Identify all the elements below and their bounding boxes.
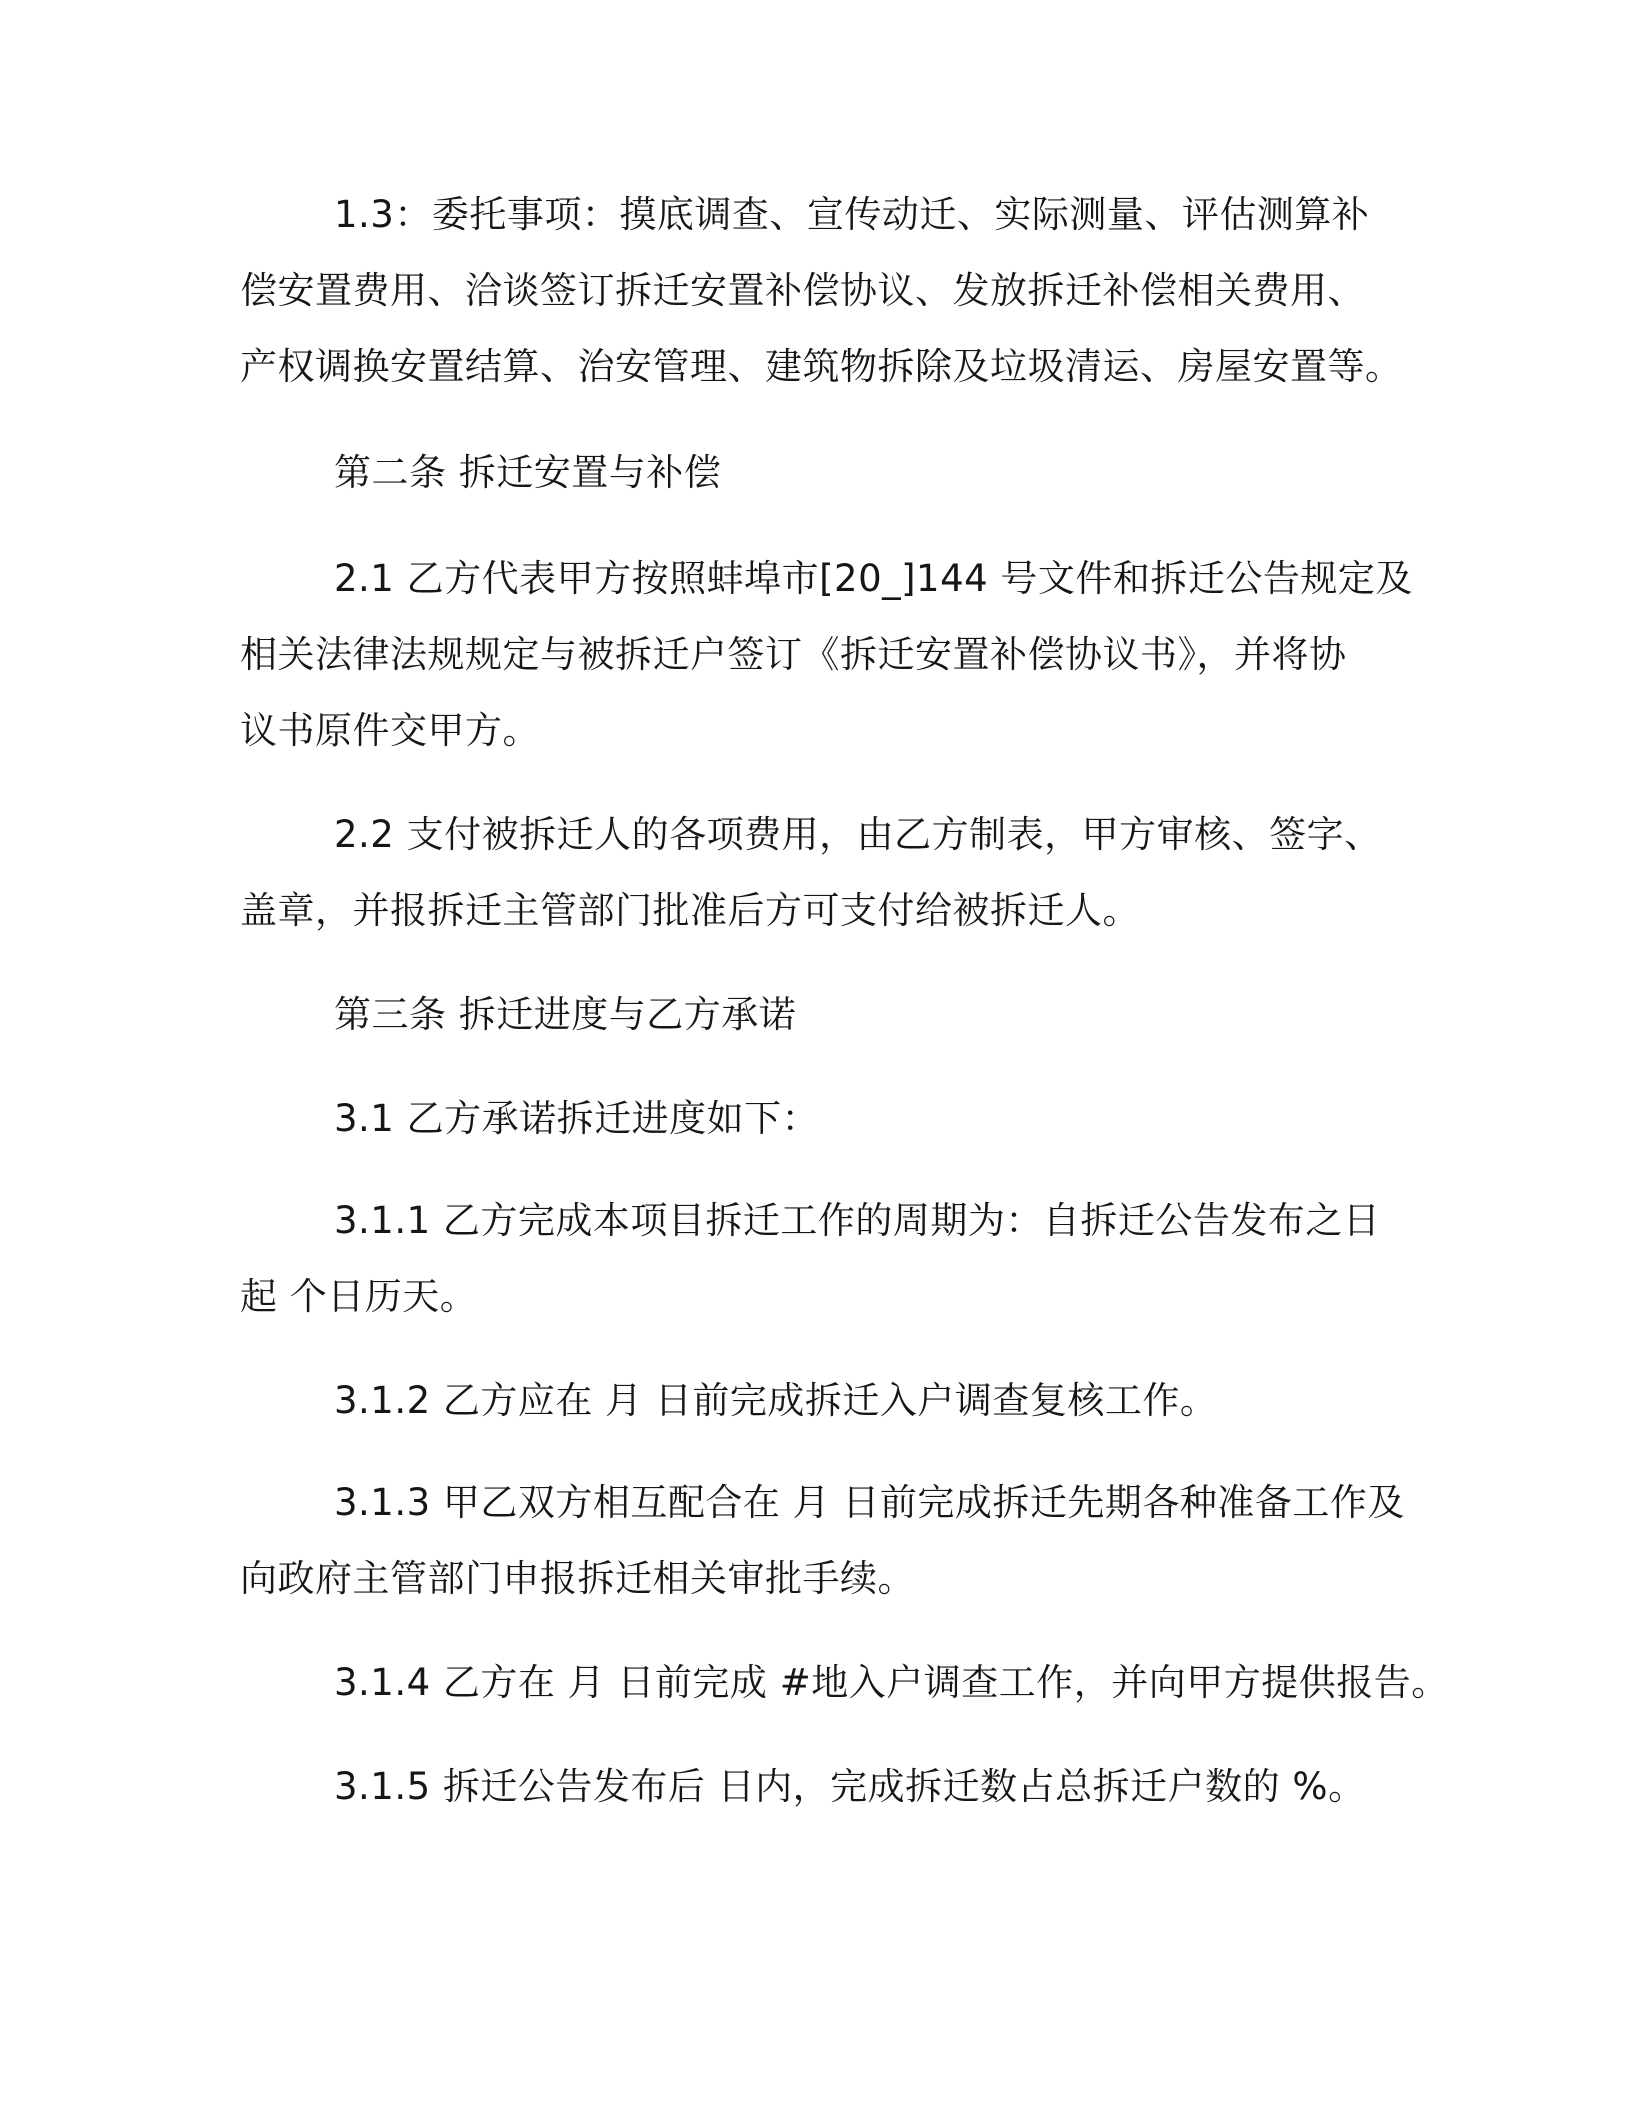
article-2-heading: 第二条 拆迁安置与补偿 <box>334 451 722 494</box>
clause-3-1-3-line-1: 3.1.3 甲乙双方相互配合在 月 日前完成拆迁先期各种准备工作及 <box>334 1481 1405 1524</box>
clause-3-1-3-line-2: 向政府主管部门申报拆迁相关审批手续。 <box>240 1557 915 1600</box>
clause-2-1-line-3: 议书原件交甲方。 <box>240 709 540 752</box>
clause-3-1-1-line-2: 起 个日历天。 <box>240 1275 478 1318</box>
clause-2-2-line-1: 2.2 支付被拆迁人的各项费用，由乙方制表，甲方审核、签字、 <box>334 813 1382 856</box>
clause-3-1-5-line-1: 3.1.5 拆迁公告发布后 日内，完成拆迁数占总拆迁户数的 %。 <box>334 1765 1366 1808</box>
clause-1-3-line-2: 偿安置费用、洽谈签订拆迁安置补偿协议、发放拆迁补偿相关费用、 <box>240 269 1365 312</box>
article-3-heading: 第三条 拆迁进度与乙方承诺 <box>334 993 797 1036</box>
clause-3-1-1-line-1: 3.1.1 乙方完成本项目拆迁工作的周期为：自拆迁公告发布之日 <box>334 1199 1381 1242</box>
clause-1-3-line-3: 产权调换安置结算、治安管理、建筑物拆除及垃圾清运、房屋安置等。 <box>240 345 1403 388</box>
clause-2-2-line-2: 盖章，并报拆迁主管部门批准后方可支付给被拆迁人。 <box>240 889 1140 932</box>
clause-1-3-line-1: 1.3：委托事项：摸底调查、宣传动迁、实际测量、评估测算补 <box>334 193 1370 236</box>
clause-2-1-line-1: 2.1 乙方代表甲方按照蚌埠市[20_]144 号文件和拆迁公告规定及 <box>334 557 1413 600</box>
clause-3-1-2-line-1: 3.1.2 乙方应在 月 日前完成拆迁入户调查复核工作。 <box>334 1379 1218 1422</box>
clause-3-1-line-1: 3.1 乙方承诺拆迁进度如下： <box>334 1097 820 1140</box>
clause-3-1-4-line-1: 3.1.4 乙方在 月 日前完成 #地入户调查工作，并向甲方提供报告。 <box>334 1661 1449 1704</box>
clause-2-1-line-2: 相关法律法规规定与被拆迁户签订《拆迁安置补偿协议书》，并将协 <box>240 633 1347 676</box>
